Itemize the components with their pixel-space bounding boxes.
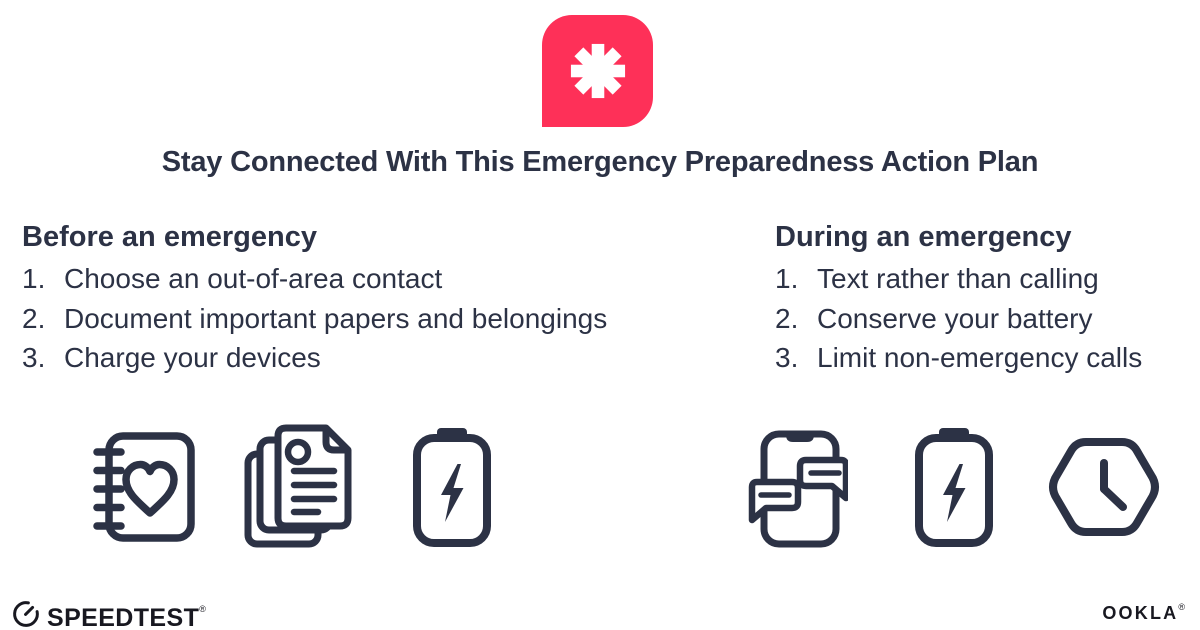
registered-mark: ® [1178,602,1185,612]
page-title: Stay Connected With This Emergency Preparedness Action Plan [161,146,1039,178]
item-text: Text rather than calling [817,263,1099,294]
list-item [22,338,607,378]
speedtest-logo [12,595,206,630]
speedtest-gauge-icon [12,600,40,628]
documents-stack-icon [240,424,352,548]
item-number: 2. [22,302,46,334]
item-number: 3. [22,342,46,373]
list-item [775,338,1142,378]
ookla-wordmark: OOKLA [1102,603,1179,623]
list-item [22,299,607,339]
during-list [775,259,1142,378]
during-heading: During an emergency [775,221,1072,253]
speedtest-wordmark: SPEEDTEST® [47,604,207,630]
item-number: 1. [22,263,46,294]
list-item [775,299,1142,339]
phone-text-messages-icon [748,430,848,548]
item-text: Document important papers and belongings [64,302,608,334]
before-section [22,220,607,378]
battery-charging-icon [914,427,994,547]
item-text: Charge your devices [64,342,321,373]
item-text: Choose an out-of-area contact [64,263,443,294]
item-number: 2. [775,302,799,334]
registered-mark: ® [199,604,207,614]
before-heading: Before an emergency [22,221,317,253]
emergency-badge [542,15,653,127]
ookla-logo [1102,602,1185,624]
during-section [775,220,1142,378]
list-item [22,259,607,299]
item-text: Conserve your battery [817,302,1093,334]
item-number: 1. [775,263,799,294]
battery-charging-icon [412,427,492,547]
item-number: 3. [775,342,799,373]
contact-book-heart-icon [92,431,196,543]
list-item [775,259,1142,299]
item-text: Limit non-emergency calls [817,342,1143,373]
before-list [22,259,607,378]
asterisk-icon [569,42,627,100]
clock-hexagon-icon [1046,434,1162,540]
